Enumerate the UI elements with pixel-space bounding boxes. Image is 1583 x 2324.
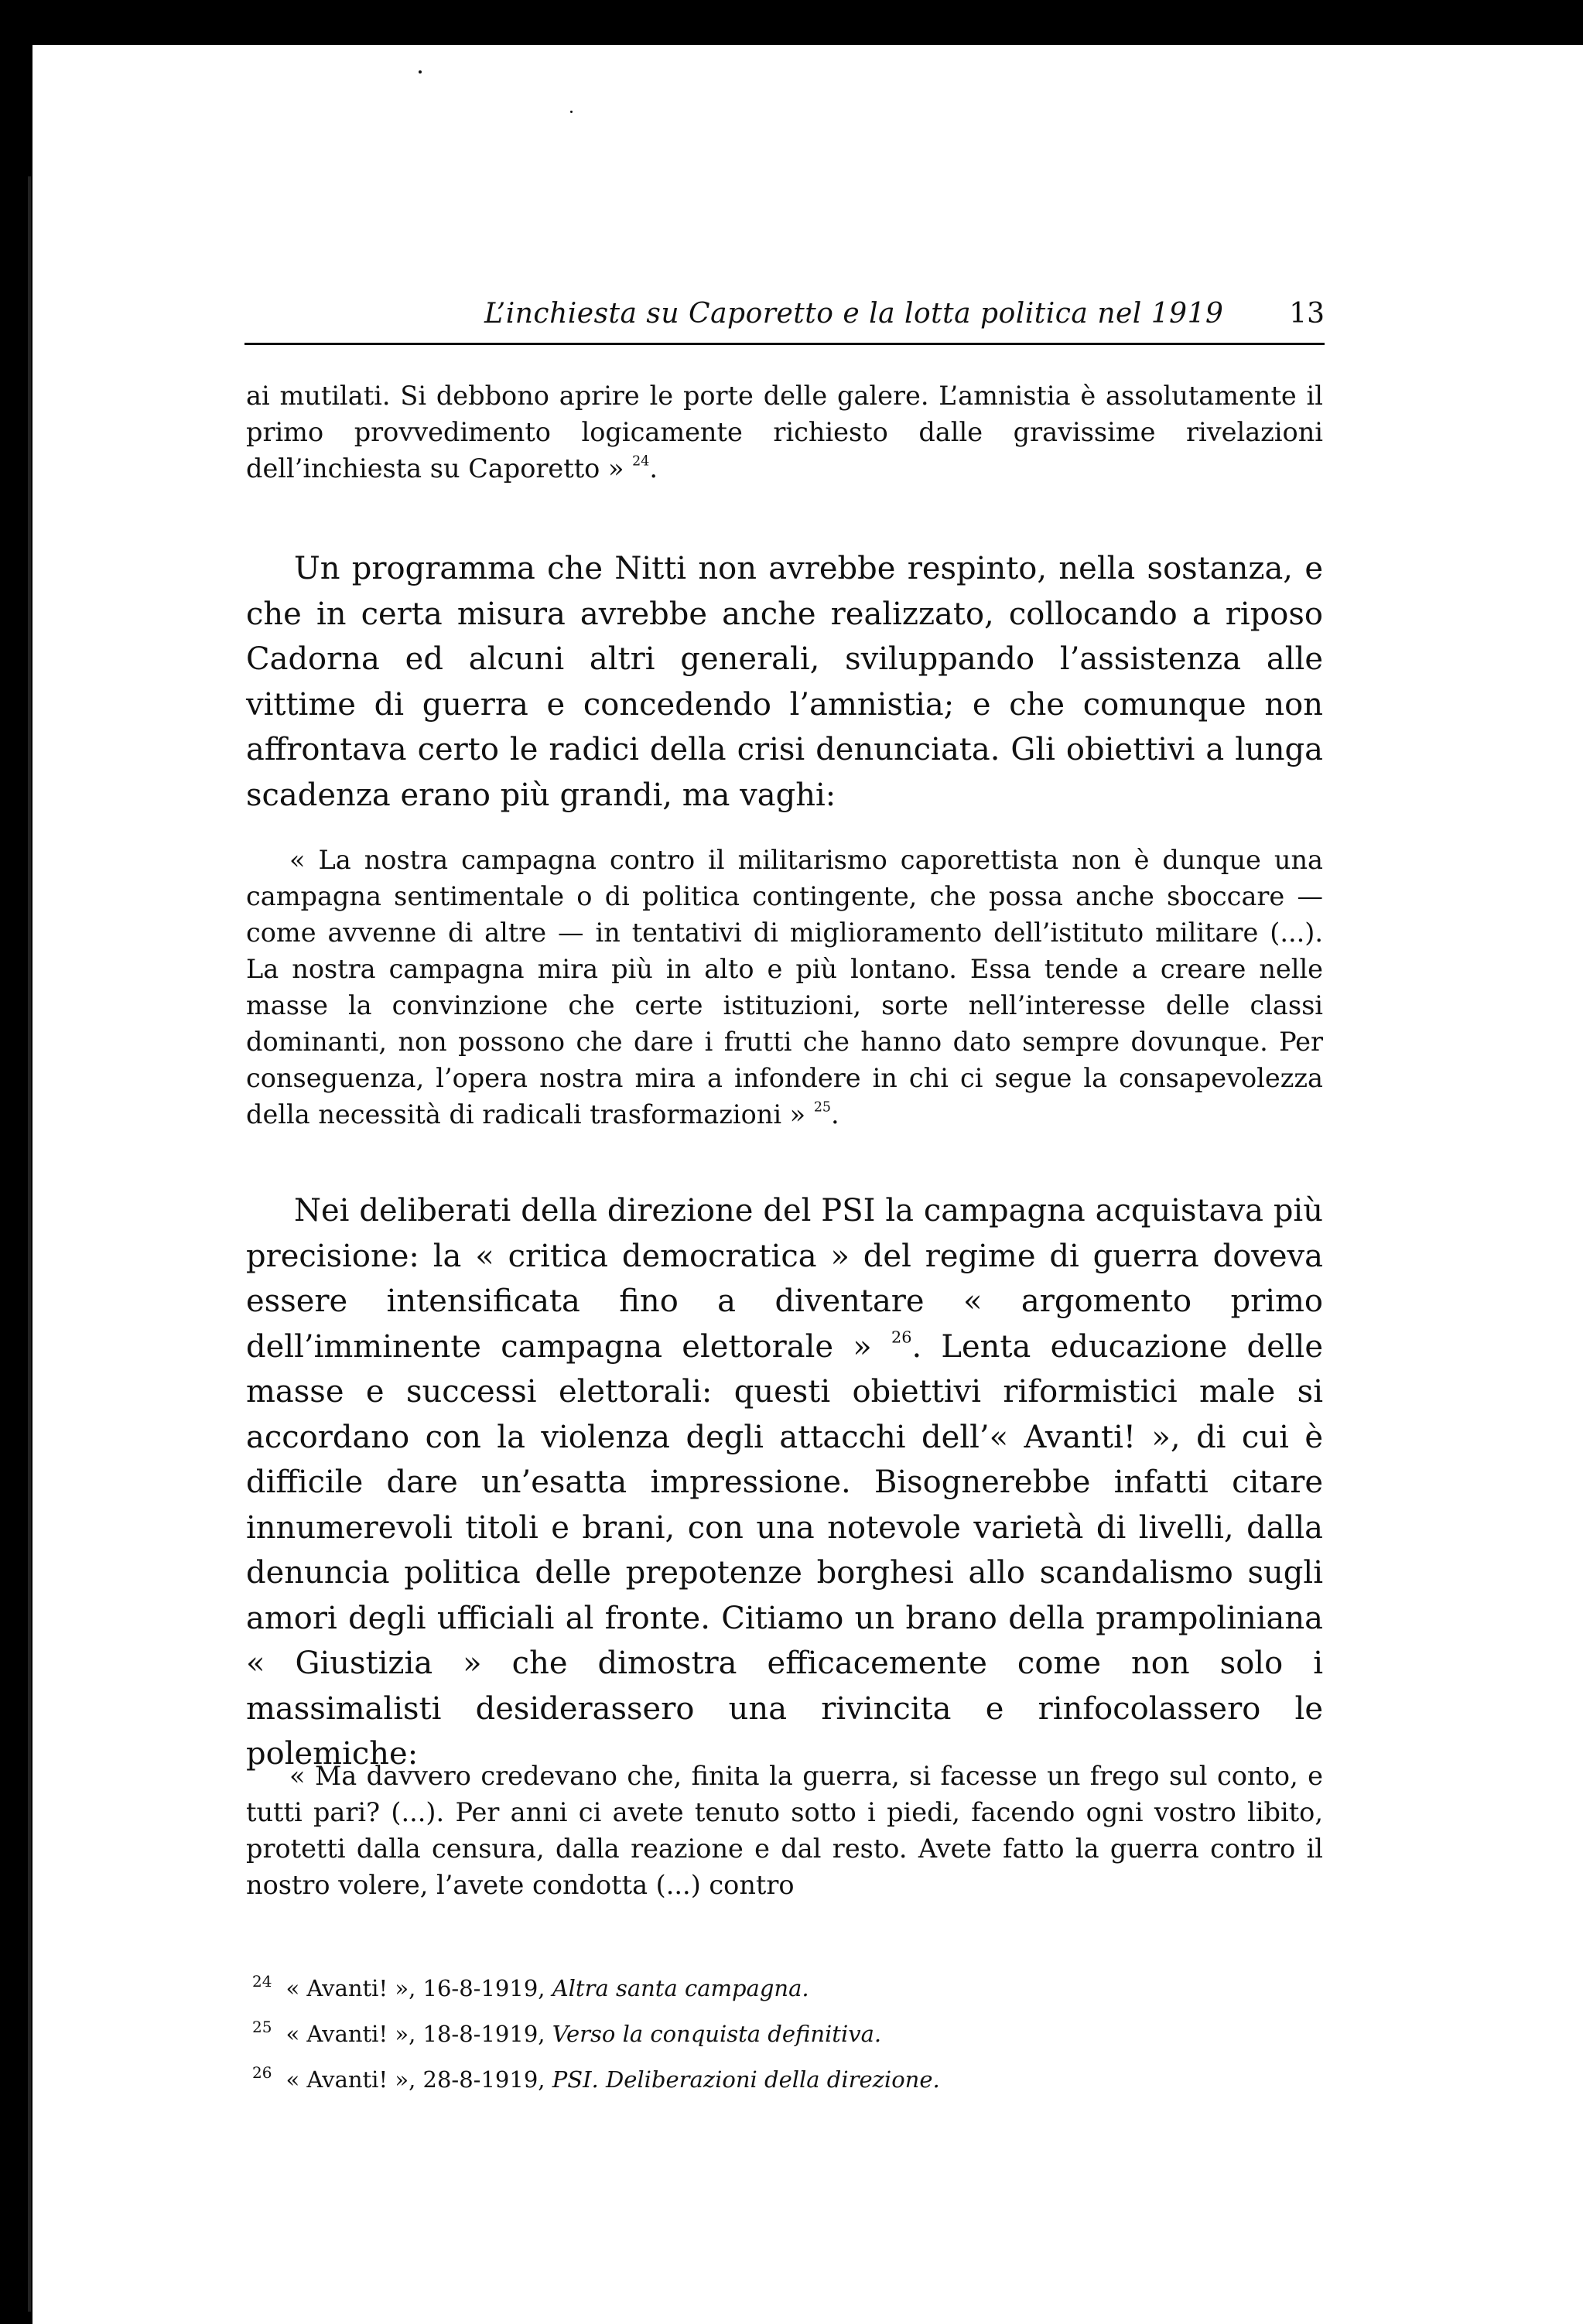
paragraph-continuation — [246, 378, 1323, 487]
footnote-title: Altra santa campagna. — [552, 1975, 809, 2001]
footnote-source: « Avanti! », 18-8-1919, — [285, 2021, 545, 2047]
page-number: 13 — [1289, 298, 1325, 330]
scan-edge-mark — [28, 176, 31, 2312]
footnote-24 — [252, 1962, 1258, 2008]
block-quote-giustizia — [246, 1758, 1323, 1903]
quote-text: « La nostra campagna contro il militarismo caporettista non è dunque una campagna sentimentale o di politica contingente, che possa anche sboccare — come avvenne di altre — in tentativi di miglioramento dell’istituto militare (...). La nostra campagna mira più in alto e più lontano. Essa tende a creare nelle masse la convinzione che certe istituzioni, sorte nell’interesse delle classi dominanti, non possono che dare i frutti che hanno dato sempre dovunque. Per conseguenza, l’opera nostra mira a infondere in chi ci segue la consapevolezza della necessità di radicali trasformazioni » — [246, 845, 1323, 1130]
book-page — [28, 45, 1583, 2324]
footnote-reference: 26 — [891, 1327, 912, 1346]
footnote-number: 26 — [252, 2063, 272, 2082]
footnote-source: « Avanti! », 16-8-1919, — [285, 1975, 545, 2001]
footnote-reference: 25 — [813, 1099, 831, 1116]
paragraph-text-after-reference: . Lenta educazione delle masse e successi elettorali: questi obiettivi riformistici male si accordano con la violenza degli attacchi dell’« Avanti! », di cui è difficile dare un’esatta impressione. Bisognerebbe infatti citare innumerevoli titoli e brani, con una notevole varietà di livelli, dalla denuncia politica delle prepotenze borghesi allo scandalismo sugli amori degli ufficiali al fronte. Citiamo un brano della prampoliniana « Giustizia » che dimostra efficacemente come non solo i massimalisti desiderassero una rivincita e rinfocolassero le polemiche: — [246, 1328, 1324, 1772]
paragraph-psi-campaign — [246, 1188, 1323, 1777]
running-title: L’inchiesta su Caporetto e la lotta politica nel 1919 — [484, 298, 1224, 330]
sentence-end: . — [831, 1099, 839, 1130]
footnote-reference: 24 — [632, 453, 650, 470]
scan-dust-mark — [570, 111, 573, 113]
footnote-26 — [252, 2053, 1258, 2099]
paragraph-text: Un programma che Nitti non avrebbe respinto, nella sostanza, e che in certa misura avrebbe anche realizzato, collocando a riposo Cadorna ed alcuni altri generali, sviluppando l’assistenza alle vittime di guerra e concedendo l’amnistia; e che comunque non affrontava certo le radici della crisi denunciata. Gli obiettivi a lunga scadenza erano più grandi, ma vaghi: — [246, 551, 1323, 813]
running-header — [244, 296, 1325, 345]
footnote-number: 25 — [252, 2018, 272, 2036]
sentence-end: . — [649, 453, 658, 484]
footnote-source: « Avanti! », 28-8-1919, — [285, 2066, 545, 2093]
quote-text: « Ma davvero credevano che, finita la guerra, si facesse un frego sul conto, e tutti pari? (...). Per anni ci avete tenuto sotto i piedi, facendo ogni vostro libito, protetti dalla censura, dalla reazione e dal resto. Avete fatto la guerra contro il nostro volere, l’avete condotta (...) contro — [246, 1761, 1323, 1900]
footnote-title: Verso la conquista definitiva. — [552, 2021, 882, 2047]
scan-dust-mark — [419, 70, 422, 73]
footnote-25 — [252, 2008, 1258, 2053]
footnotes — [252, 1962, 1258, 2099]
footnote-title: PSI. Deliberazioni della direzione. — [552, 2066, 940, 2093]
paragraph-text: ai mutilati. Si debbono aprire le porte delle galere. L’amnistia è assolutamente il primo provvedimento logicamente richiesto dalle gravissime rivelazioni dell’inchiesta su Caporetto » — [246, 381, 1323, 484]
paragraph-program — [246, 546, 1323, 818]
footnote-number: 24 — [252, 1972, 272, 1991]
paragraph-text-before-reference: Nei deliberati della direzione del PSI la campagna acquistava più precisione: la « critica democratica » del regime di guerra doveva essere intensificata fino a diventare « argomento primo dell’imminente campagna elettorale » — [246, 1193, 1323, 1365]
block-quote-avanti — [246, 842, 1323, 1133]
